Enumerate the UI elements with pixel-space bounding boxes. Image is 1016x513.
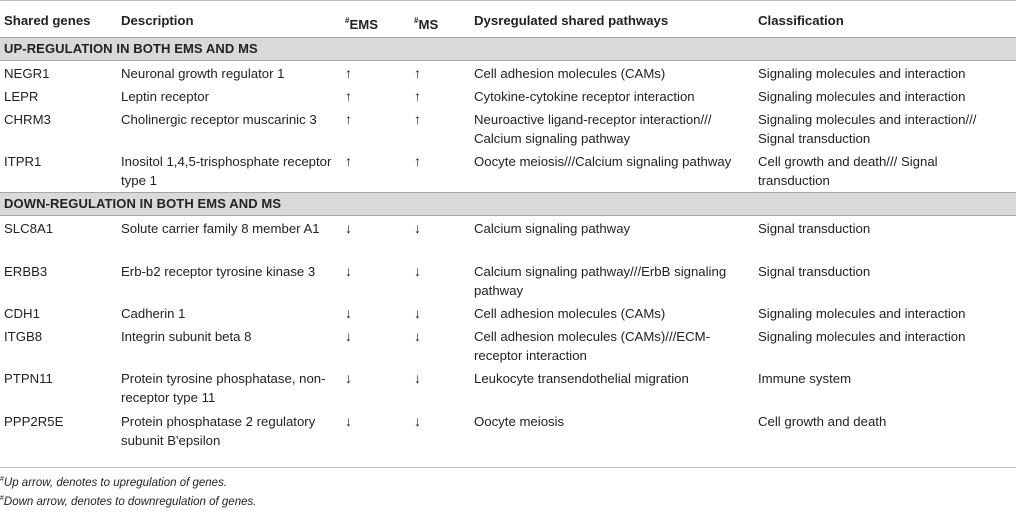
ms-arrow-icon: ↓: [414, 370, 421, 386]
ems-arrow-icon: ↓: [345, 413, 352, 429]
gene-description: Cholinergic receptor muscarinic 3: [121, 112, 317, 127]
classification: Signaling molecules and interaction: [758, 89, 966, 104]
ms-arrow-icon: ↑: [414, 153, 421, 169]
gene-description: Protein phosphatase 2 regulatory subunit B'epsilon: [121, 414, 316, 448]
header-ems-mark: #: [345, 16, 350, 25]
gene-name: ERBB3: [4, 264, 48, 279]
pathway: Calcium signaling pathway///ErbB signaling pathway: [474, 264, 727, 298]
gene-description: Leptin receptor: [121, 89, 209, 104]
ems-arrow-icon: ↓: [345, 370, 352, 386]
header-description: Description: [121, 13, 194, 28]
header-ems-label: EMS: [349, 17, 379, 32]
header-ms: [414, 11, 454, 34]
gene-description: Inositol 1,4,5-trisphosphate receptor type 1: [121, 154, 332, 188]
footnote-mark: #: [0, 495, 4, 502]
classification: Signal transduction: [758, 264, 871, 279]
ems-arrow-icon: ↑: [345, 65, 352, 81]
pathway: Oocyte meiosis: [474, 414, 565, 429]
gene-name: ITGB8: [4, 329, 43, 344]
table-bottom-rule: [0, 467, 1016, 468]
section-downregulation: [0, 192, 1016, 216]
gene-name: ITPR1: [4, 154, 42, 169]
classification: Signaling molecules and interaction/// Signal transduction: [758, 112, 977, 146]
classification: Cell growth and death/// Signal transduction: [758, 154, 938, 188]
table-row: [0, 84, 1016, 107]
pathway: Cytokine-cytokine receptor interaction: [474, 89, 695, 104]
pathway: Cell adhesion molecules (CAMs)///ECM-receptor interaction: [474, 329, 710, 363]
gene-description: Cadherin 1: [121, 306, 186, 321]
gene-description: Solute carrier family 8 member A1: [121, 221, 320, 236]
table-row: [0, 409, 1016, 452]
gene-description: Neuronal growth regulator 1: [121, 66, 285, 81]
table-row: [0, 259, 1016, 301]
pathway: Cell adhesion molecules (CAMs): [474, 306, 666, 321]
ems-arrow-icon: ↓: [345, 305, 352, 321]
section-label: DOWN-REGULATION IN BOTH EMS AND MS: [4, 196, 282, 211]
footnote-down: [0, 495, 256, 508]
classification: Signaling molecules and interaction: [758, 329, 966, 344]
header-ems: [345, 11, 385, 34]
table-row: [0, 107, 1016, 149]
ms-arrow-icon: ↑: [414, 65, 421, 81]
table-row: [0, 149, 1016, 192]
ms-arrow-icon: ↓: [414, 305, 421, 321]
ms-arrow-icon: ↓: [414, 328, 421, 344]
table-row: [0, 324, 1016, 366]
pathway: Cell adhesion molecules (CAMs): [474, 66, 666, 81]
pathway: Leukocyte transendothelial migration: [474, 371, 689, 386]
table-row: [0, 366, 1016, 409]
table-row: [0, 216, 1016, 259]
header-ms-mark: #: [414, 16, 419, 25]
footnote-text: Up arrow, denotes to upregulation of genes.: [3, 477, 228, 489]
gene-description: Erb-b2 receptor tyrosine kinase 3: [121, 264, 316, 279]
section-label: UP-REGULATION IN BOTH EMS AND MS: [4, 41, 258, 56]
ems-arrow-icon: ↓: [345, 328, 352, 344]
header-classification: Classification: [758, 13, 844, 28]
ems-arrow-icon: ↑: [345, 153, 352, 169]
table-row: [0, 61, 1016, 84]
header-pathways: Dysregulated shared pathways: [474, 13, 669, 28]
classification: Cell growth and death: [758, 414, 887, 429]
header-ms-label: MS: [418, 17, 439, 32]
gene-name: PPP2R5E: [4, 414, 64, 429]
table-header: [0, 0, 1016, 37]
footnote-mark: #: [0, 476, 4, 483]
ems-arrow-icon: ↑: [345, 111, 352, 127]
pathway: Neuroactive ligand-receptor interaction/// Calcium signaling pathway: [474, 112, 712, 146]
gene-name: CHRM3: [4, 112, 51, 127]
pathway: Calcium signaling pathway: [474, 221, 631, 236]
gene-name: SLC8A1: [4, 221, 54, 236]
header-shared-genes: Shared genes: [4, 13, 91, 28]
pathway: Oocyte meiosis///Calcium signaling pathway: [474, 154, 732, 169]
ems-arrow-icon: ↑: [345, 88, 352, 104]
gene-name: NEGR1: [4, 66, 50, 81]
gene-description: Protein tyrosine phosphatase, non-receptor type 11: [121, 371, 326, 405]
ms-arrow-icon: ↑: [414, 88, 421, 104]
ms-arrow-icon: ↓: [414, 220, 421, 236]
footnote-text: Down arrow, denotes to downregulation of genes.: [3, 496, 257, 508]
gene-name: LEPR: [4, 89, 39, 104]
classification: Signaling molecules and interaction: [758, 66, 966, 81]
ms-arrow-icon: ↓: [414, 263, 421, 279]
gene-name: CDH1: [4, 306, 40, 321]
ms-arrow-icon: ↓: [414, 413, 421, 429]
classification: Signal transduction: [758, 221, 871, 236]
gene-name: PTPN11: [4, 371, 53, 386]
section-upregulation: [0, 37, 1016, 61]
classification: Signaling molecules and interaction: [758, 306, 966, 321]
table-row: [0, 301, 1016, 324]
ms-arrow-icon: ↑: [414, 111, 421, 127]
footnote-up: [0, 476, 227, 489]
gene-description: Integrin subunit beta 8: [121, 329, 252, 344]
ems-arrow-icon: ↓: [345, 263, 352, 279]
ems-arrow-icon: ↓: [345, 220, 352, 236]
classification: Immune system: [758, 371, 852, 386]
